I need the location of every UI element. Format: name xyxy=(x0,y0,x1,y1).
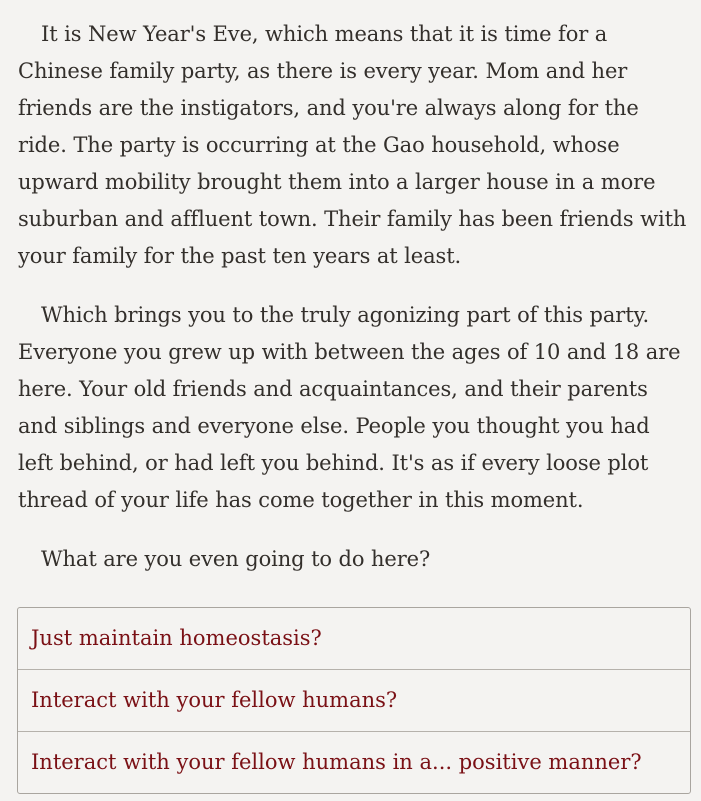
story-passage xyxy=(18,16,690,600)
story-paragraph: Which brings you to the truly agonizing part of this party. Everyone you grew up with between the ages of 10 and 18 are here. Your old friends and acquaintances, and their parents and siblings and everyone else. People you thought you had left behind, or had left you behind. It's as if every loose plot thread of your life has come together in this moment. xyxy=(18,303,681,512)
story-paragraph: What are you even going to do here? xyxy=(41,547,431,571)
choice-list xyxy=(17,607,691,794)
choice-interact-with-humans[interactable]: Interact with your fellow humans? xyxy=(18,669,690,731)
choice-interact-positively[interactable]: Interact with your fellow humans in a... positive manner? xyxy=(18,731,690,793)
story-paragraph: It is New Year's Eve, which means that it is time for a Chinese family party, as there is every year. Mom and her friends are the instigators, and you're always along for the ride. The party is occurring at the Gao household, whose upward mobility brought them into a larger house in a more suburban and affluent town. Their family has been friends with your family for the past ten years at least. xyxy=(18,22,687,268)
choice-maintain-homeostasis[interactable]: Just maintain homeostasis? xyxy=(31,626,322,650)
